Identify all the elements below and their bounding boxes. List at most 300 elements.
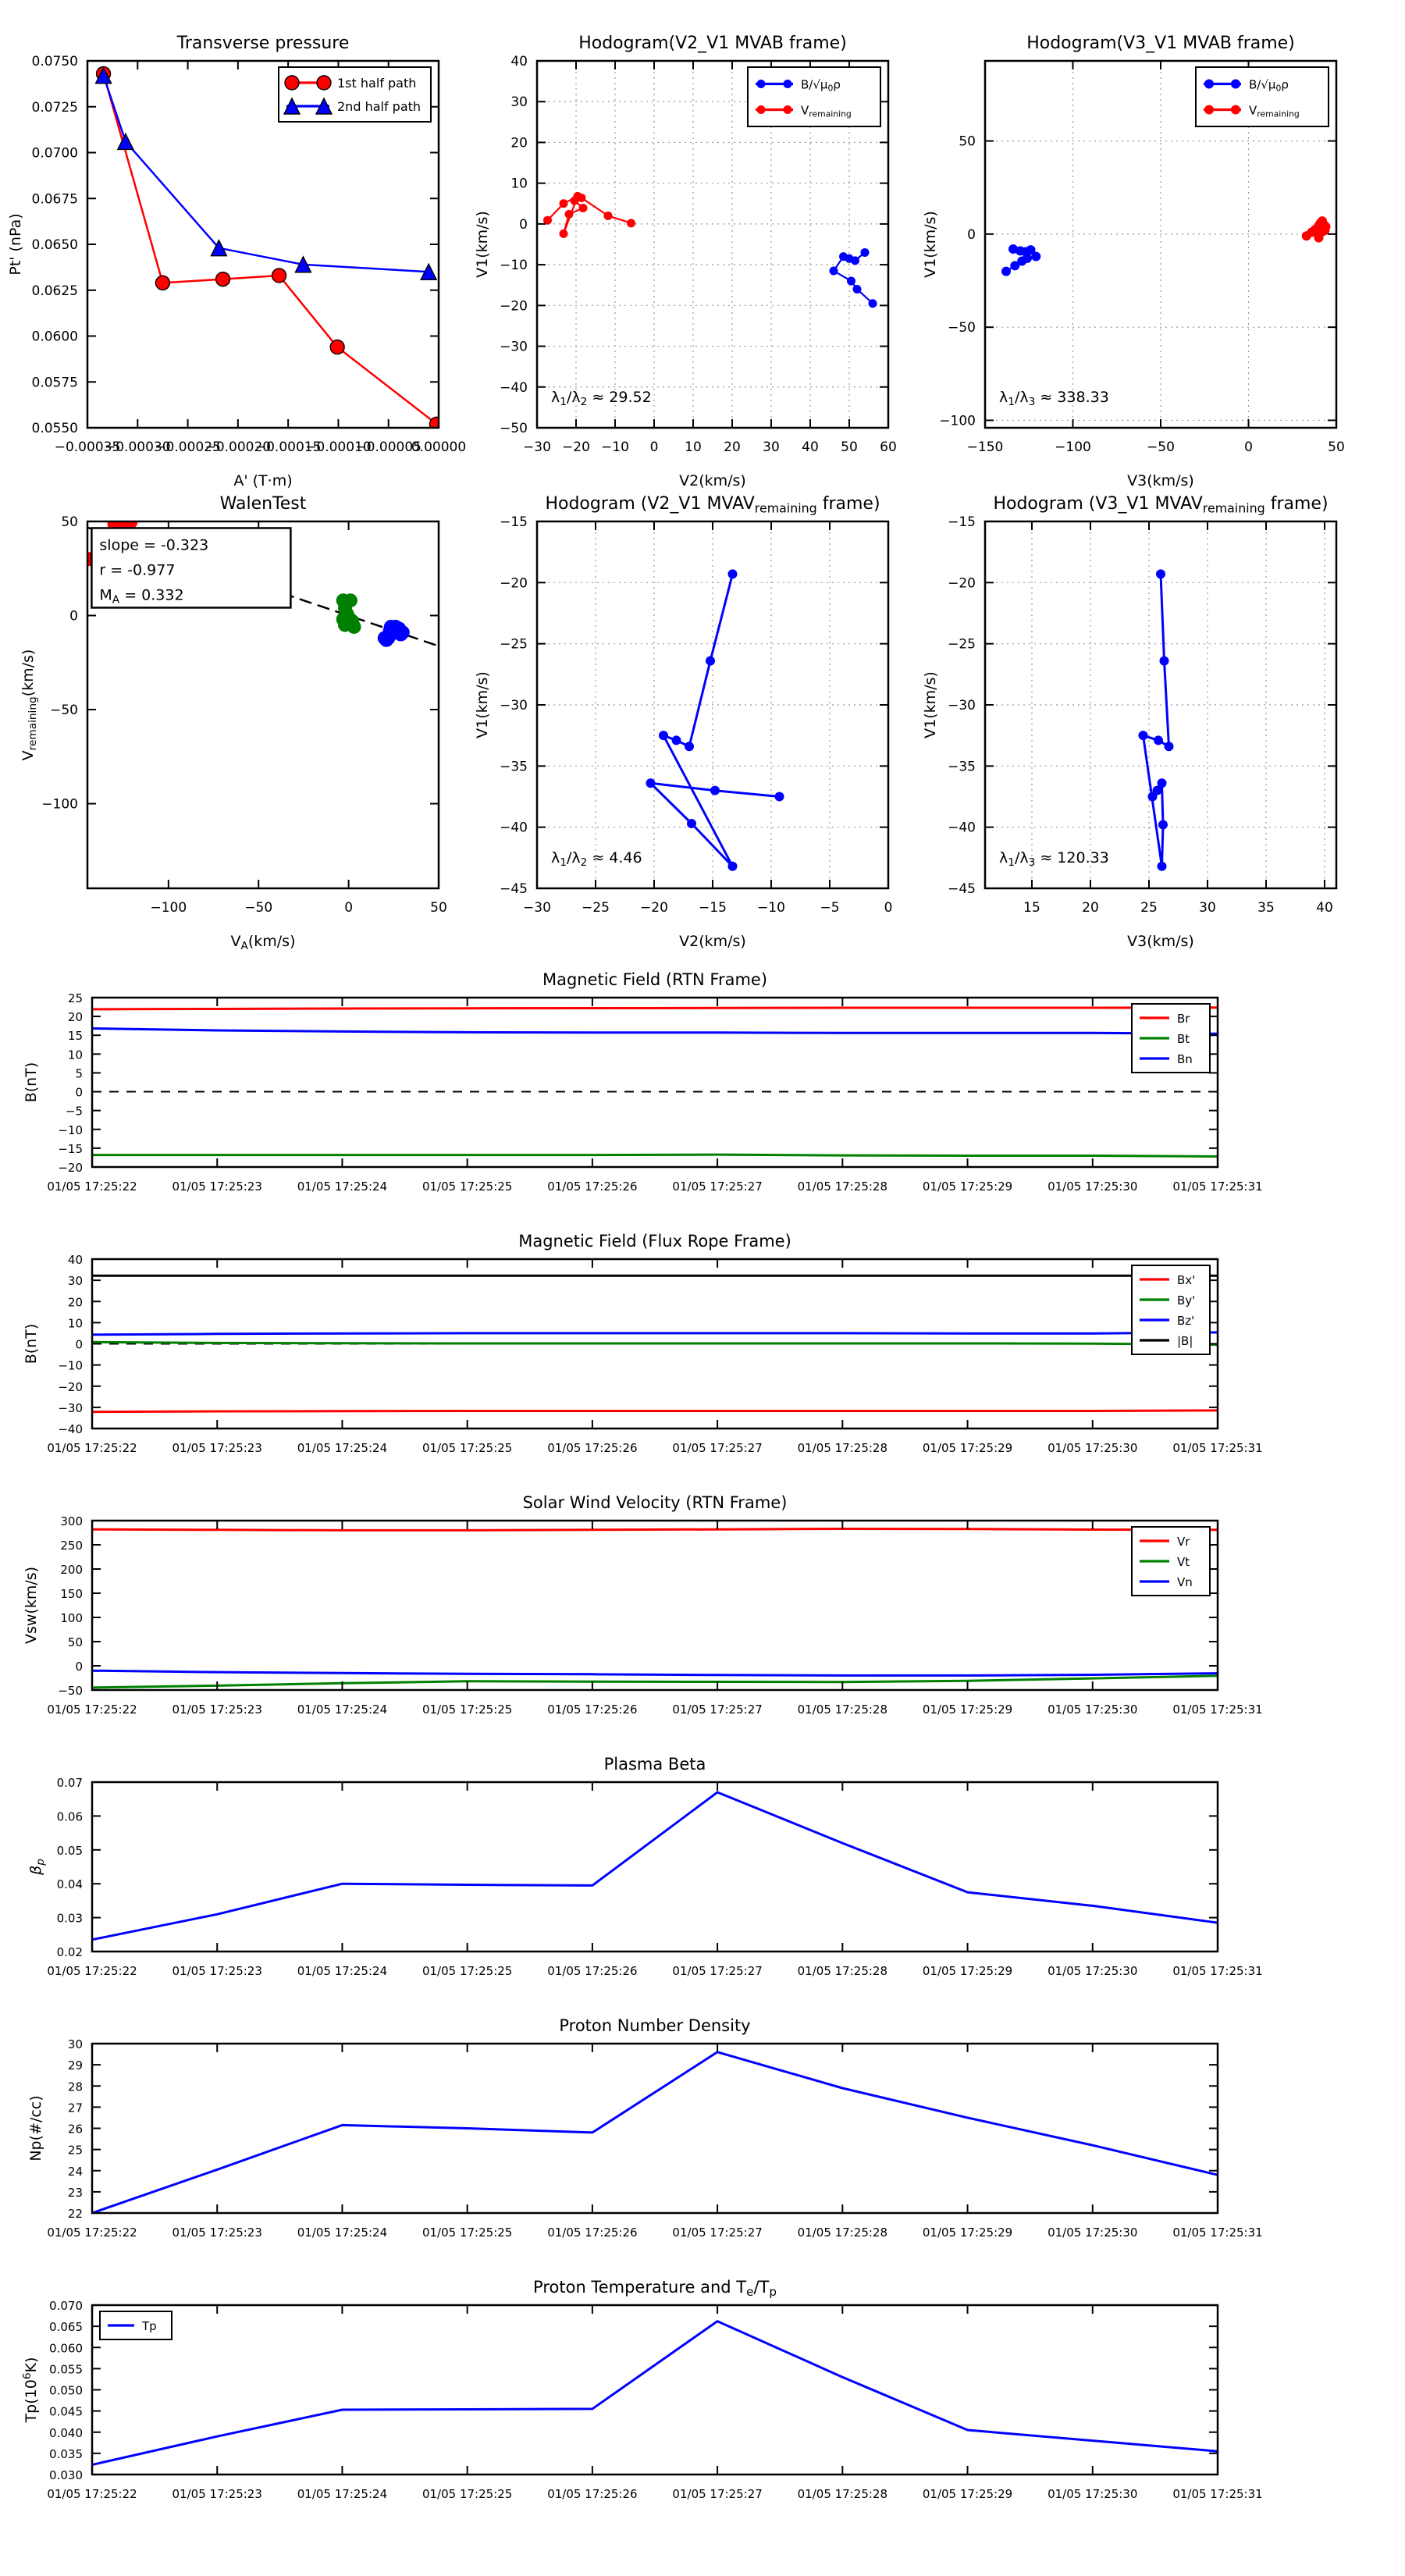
y-tick-label: 24 <box>67 2164 83 2179</box>
y-tick-label: 15 <box>67 1029 83 1044</box>
x-tick-label: −0.00015 <box>254 439 322 455</box>
y-tick-label: 10 <box>67 1316 83 1331</box>
x-tick-label: 01/05 17:25:28 <box>797 1441 888 1455</box>
x-tick-label: 0 <box>344 900 354 916</box>
y-tick-label: 0.03 <box>56 1911 83 1926</box>
series-group <box>1001 216 1331 276</box>
legend-label: 1st half path <box>337 76 417 91</box>
y-axis-label: Pt' (nPa) <box>7 213 24 276</box>
y-tick-label: −50 <box>948 320 976 336</box>
data-point-marker <box>1148 792 1158 802</box>
x-tick-label: −20 <box>562 439 590 455</box>
x-tick-label: −0.00025 <box>155 439 221 455</box>
data-point-marker <box>784 80 792 88</box>
x-tick-label: −100 <box>1055 439 1091 455</box>
x-tick-label: 01/05 17:25:22 <box>47 1179 137 1194</box>
y-tick-label: −30 <box>500 339 528 355</box>
legend-label: Vt <box>1177 1555 1190 1569</box>
x-tick-label: 10 <box>685 439 702 455</box>
x-tick-label: −50 <box>1147 439 1175 455</box>
legend-label: $V_{remaining}$ <box>801 103 852 119</box>
x-tick-label: −10 <box>757 900 785 916</box>
x-tick-label: 20 <box>1082 900 1099 916</box>
x-tick-label: 01/05 17:25:30 <box>1048 1179 1138 1194</box>
x-tick-label: 01/05 17:25:22 <box>47 2487 137 2501</box>
x-tick-label: 40 <box>802 439 819 455</box>
y-tick-label: −40 <box>948 820 976 836</box>
series-Bx' <box>92 1411 1218 1412</box>
data-point-marker <box>1154 735 1163 745</box>
x-tick-label: 01/05 17:25:24 <box>297 1964 388 1978</box>
data-point-marker <box>1318 219 1327 229</box>
legend-label: By' <box>1177 1293 1196 1308</box>
series-group <box>92 1276 1218 1411</box>
data-point-marker <box>1231 80 1240 89</box>
data-point-marker <box>330 340 344 354</box>
chart-title: Solar Wind Velocity (RTN Frame) <box>522 1493 788 1512</box>
series-group <box>1139 569 1174 870</box>
series-beta-p <box>92 1792 1218 1940</box>
legend-label: Bt <box>1177 1032 1190 1046</box>
chart-title: Transverse pressure <box>176 34 350 53</box>
data-point-marker <box>757 105 766 114</box>
chart-title: WalenTest <box>219 494 307 514</box>
data-point-marker <box>861 248 870 257</box>
x-tick-label: 01/05 17:25:28 <box>797 2487 888 2501</box>
series-V-path <box>651 574 780 866</box>
x-tick-label: 25 <box>1140 900 1158 916</box>
y-tick-label: 50 <box>61 514 78 530</box>
x-tick-label: −10 <box>601 439 629 455</box>
y-tick-label: −50 <box>58 1684 83 1698</box>
x-tick-label: 01/05 17:25:29 <box>922 1703 1013 1717</box>
data-point-marker <box>1158 862 1167 871</box>
x-tick-label: −30 <box>523 439 551 455</box>
x-tick-label: 01/05 17:25:25 <box>422 1964 513 1978</box>
y-tick-label: 100 <box>60 1611 83 1625</box>
y-tick-label: 0 <box>69 608 78 624</box>
x-tick-label: 01/05 17:25:29 <box>922 1441 1013 1455</box>
x-axis-label: $V_A(km/s)$ <box>230 933 296 952</box>
chart-magnetic-field-flux-rope <box>23 1232 1263 1455</box>
y-tick-label: 0.0550 <box>31 421 78 436</box>
data-point-marker <box>1165 742 1174 751</box>
y-tick-label: −10 <box>58 1358 83 1373</box>
x-tick-label: 01/05 17:25:25 <box>422 1703 513 1717</box>
series-group <box>92 1008 1218 1157</box>
x-tick-label: 01/05 17:25:30 <box>1048 2487 1138 2501</box>
x-tick-label: 20 <box>724 439 741 455</box>
x-axis-label: V3(km/s) <box>1127 472 1194 489</box>
series-Tp <box>92 2322 1218 2465</box>
y-tick-label: 20 <box>510 135 528 151</box>
x-tick-label: 01/05 17:25:27 <box>672 1441 763 1455</box>
y-tick-label: −40 <box>500 820 528 836</box>
y-tick-label: −20 <box>500 298 528 315</box>
data-point-marker <box>687 819 696 828</box>
series-group <box>92 2322 1218 2465</box>
y-tick-label: 25 <box>67 991 83 1005</box>
legend-label: Bx' <box>1177 1273 1196 1287</box>
y-tick-label: 0.035 <box>49 2446 83 2461</box>
data-point-marker <box>272 269 286 283</box>
series-1st half path <box>104 73 437 424</box>
x-tick-label: 01/05 17:25:26 <box>547 1703 638 1717</box>
chart-hodogram-v2v1-mvab <box>474 34 897 489</box>
x-tick-label: 01/05 17:25:31 <box>1172 1703 1263 1717</box>
y-tick-label: 0.0625 <box>31 283 78 299</box>
data-point-marker <box>343 614 357 628</box>
data-point-marker <box>847 277 855 286</box>
y-tick-label: −25 <box>948 636 976 653</box>
chart-title: Proton Number Density <box>559 2016 751 2035</box>
y-tick-label: −5 <box>65 1104 83 1119</box>
y-tick-label: 250 <box>60 1539 83 1553</box>
x-tick-label: 01/05 17:25:26 <box>547 1179 638 1194</box>
x-tick-label: 01/05 17:25:28 <box>797 1964 888 1978</box>
chart-proton-temperature <box>21 2278 1263 2501</box>
x-tick-label: 0.00000 <box>411 439 467 455</box>
data-point-marker <box>396 625 410 639</box>
data-point-marker <box>1139 731 1148 740</box>
data-point-marker <box>216 272 230 286</box>
chart-title: Hodogram (V3_V1 $MVAV_{remaining}$ frame) <box>993 494 1329 516</box>
x-axis-label: V2(km/s) <box>679 472 746 489</box>
y-axis-label: B(nT) <box>23 1062 40 1103</box>
y-tick-label: −40 <box>58 1422 83 1436</box>
data-point-marker <box>830 266 838 275</box>
legend-label: Bz' <box>1177 1314 1195 1328</box>
x-tick-label: 15 <box>1023 900 1040 916</box>
data-point-marker <box>1156 569 1165 578</box>
x-tick-label: 35 <box>1257 900 1275 916</box>
x-tick-label: 01/05 17:25:22 <box>47 2226 137 2240</box>
y-tick-label: 25 <box>67 2143 83 2158</box>
chart-transverse-pressure <box>7 34 466 489</box>
y-tick-label: 0 <box>75 1085 83 1100</box>
y-axis-label: $\beta_p$ <box>27 1859 47 1875</box>
chart-title: Hodogram (V2_V1 $MVAV_{remaining}$ frame) <box>545 494 880 516</box>
annotation: $\lambda_1/\lambda_2 \approx 4.46$ <box>551 849 642 869</box>
x-tick-label: 01/05 17:25:31 <box>1172 1441 1263 1455</box>
y-tick-label: −30 <box>58 1400 83 1415</box>
x-tick-label: 01/05 17:25:26 <box>547 2487 638 2501</box>
legend-label: Tp <box>142 2319 157 2333</box>
y-tick-label: −40 <box>500 379 528 396</box>
x-tick-label: 30 <box>763 439 780 455</box>
y-tick-label: −45 <box>500 881 528 897</box>
x-tick-label: −0.00005 <box>355 439 422 455</box>
y-tick-label: 0.0675 <box>31 191 78 208</box>
x-tick-label: 01/05 17:25:30 <box>1048 1964 1138 1978</box>
x-tick-label: 60 <box>880 439 897 455</box>
chart-title: Magnetic Field (RTN Frame) <box>542 970 768 989</box>
series-group <box>646 569 784 870</box>
y-tick-label: 0.045 <box>49 2404 83 2419</box>
y-tick-label: 30 <box>67 2037 83 2051</box>
x-tick-label: 01/05 17:25:23 <box>172 2487 262 2501</box>
x-axis-label: V3(km/s) <box>1127 933 1194 950</box>
y-axis-label: V1(km/s) <box>922 671 939 738</box>
y-tick-label: 0.07 <box>56 1776 83 1790</box>
y-tick-label: 0.0575 <box>31 375 78 391</box>
data-point-marker <box>560 229 568 238</box>
data-point-marker <box>659 731 668 740</box>
x-tick-label: −0.00030 <box>105 439 171 455</box>
series-group <box>92 2052 1218 2213</box>
series-group <box>92 1529 1218 1688</box>
legend-label: $B/√\mu_0\rho$ <box>801 77 841 94</box>
x-tick-label: 01/05 17:25:31 <box>1172 2487 1263 2501</box>
y-tick-label: 23 <box>67 2185 83 2200</box>
x-tick-label: 01/05 17:25:28 <box>797 2226 888 2240</box>
x-tick-label: 01/05 17:25:27 <box>672 2226 763 2240</box>
data-point-marker <box>118 133 133 149</box>
data-point-marker <box>784 105 792 114</box>
data-point-marker <box>155 276 169 290</box>
y-tick-label: −100 <box>41 796 78 813</box>
y-tick-label: 0.0725 <box>31 99 78 116</box>
y-tick-label: 0 <box>75 1660 83 1674</box>
series-Vt <box>92 1676 1218 1688</box>
y-tick-label: 30 <box>67 1274 83 1289</box>
x-tick-label: 01/05 17:25:31 <box>1172 2226 1263 2240</box>
y-tick-label: −10 <box>500 258 528 274</box>
x-tick-label: 01/05 17:25:22 <box>47 1964 137 1978</box>
y-tick-label: 0.06 <box>56 1809 83 1824</box>
y-tick-label: 0.04 <box>56 1877 83 1892</box>
y-tick-label: −20 <box>500 575 528 592</box>
axes-frame <box>92 2044 1218 2213</box>
chart-magnetic-field-rtn <box>23 970 1263 1194</box>
data-point-marker <box>1158 820 1168 830</box>
x-tick-label: 01/05 17:25:25 <box>422 1441 513 1455</box>
y-tick-label: 0.030 <box>49 2468 83 2482</box>
x-axis-label: V2(km/s) <box>679 933 746 950</box>
y-tick-label: 0.055 <box>49 2362 83 2377</box>
x-tick-label: 0 <box>649 439 659 455</box>
legend-label: Vr <box>1177 1535 1190 1549</box>
series-Bz' <box>92 1332 1218 1335</box>
x-tick-label: −20 <box>640 900 668 916</box>
chart-hodogram-v3v1-mvav <box>922 494 1336 950</box>
chart-title: Magnetic Field (Flux Rope Frame) <box>518 1232 791 1251</box>
annotation: $\lambda_1/\lambda_3 \approx 338.33$ <box>999 389 1109 408</box>
data-point-marker <box>685 742 694 751</box>
annotation-line: $M_A = 0.332$ <box>99 586 184 607</box>
x-tick-label: −150 <box>966 439 1004 455</box>
y-tick-label: 0.02 <box>56 1945 83 1959</box>
x-tick-label: 01/05 17:25:29 <box>922 2226 1013 2240</box>
series-Vr <box>92 1529 1218 1531</box>
y-tick-label: 28 <box>67 2080 83 2094</box>
y-tick-label: −45 <box>948 881 976 897</box>
data-point-marker <box>646 778 656 788</box>
data-point-marker <box>1204 105 1214 115</box>
y-tick-label: −20 <box>58 1379 83 1394</box>
axes-frame <box>92 1521 1218 1690</box>
x-tick-label: 01/05 17:25:26 <box>547 1441 638 1455</box>
annotation-line: r = -0.977 <box>99 561 176 579</box>
legend-label: 2nd half path <box>337 99 422 114</box>
y-tick-label: 29 <box>67 2058 83 2073</box>
legend-label: |B| <box>1177 1334 1193 1348</box>
y-tick-label: −20 <box>58 1161 83 1175</box>
x-tick-label: 30 <box>1199 900 1216 916</box>
y-tick-label: −100 <box>939 413 976 429</box>
x-tick-label: 01/05 17:25:27 <box>672 1964 763 1978</box>
y-tick-label: −20 <box>948 575 976 592</box>
y-tick-label: 0 <box>75 1337 83 1352</box>
data-point-marker <box>317 76 331 90</box>
data-point-marker <box>285 76 299 90</box>
chart-title: Proton Temperature and $T_e/T_p$ <box>533 2278 777 2300</box>
x-tick-label: 01/05 17:25:25 <box>422 1179 513 1194</box>
x-tick-label: 01/05 17:25:24 <box>297 1703 388 1717</box>
x-tick-label: 01/05 17:25:23 <box>172 2226 262 2240</box>
x-tick-label: 01/05 17:25:24 <box>297 2226 388 2240</box>
x-tick-label: 01/05 17:25:28 <box>797 1703 888 1717</box>
x-tick-label: 01/05 17:25:27 <box>672 1179 763 1194</box>
y-tick-label: 27 <box>67 2101 83 2115</box>
data-point-marker <box>578 194 586 202</box>
series-Bn <box>92 1029 1218 1034</box>
x-tick-label: −30 <box>523 900 551 916</box>
chart-hodogram-v3v1-mvab <box>922 34 1345 489</box>
y-tick-label: 0.0700 <box>31 145 78 162</box>
y-tick-label: −50 <box>500 421 528 436</box>
x-tick-label: 01/05 17:25:27 <box>672 2487 763 2501</box>
y-tick-label: 0.065 <box>49 2320 83 2335</box>
x-tick-label: −0.00010 <box>305 439 372 455</box>
y-axis-label: $Tp(10^6K)$ <box>20 2357 40 2423</box>
x-tick-label: 01/05 17:25:30 <box>1048 1703 1138 1717</box>
x-tick-label: 01/05 17:25:22 <box>47 1441 137 1455</box>
y-tick-label: 0.0650 <box>31 237 78 253</box>
y-tick-label: 200 <box>60 1563 83 1577</box>
data-point-marker <box>560 199 568 208</box>
series-By' <box>92 1342 1218 1344</box>
x-tick-label: 01/05 17:25:31 <box>1172 1179 1263 1194</box>
series-group <box>92 1792 1218 1940</box>
y-tick-label: 22 <box>67 2207 83 2221</box>
y-tick-label: −35 <box>500 759 528 775</box>
y-tick-label: −25 <box>500 636 528 653</box>
y-tick-label: −30 <box>500 698 528 713</box>
y-tick-label: 30 <box>510 94 528 111</box>
chart-walen-test <box>20 494 447 952</box>
data-point-marker <box>757 80 766 88</box>
x-tick-label: 01/05 17:25:23 <box>172 1179 262 1194</box>
x-tick-label: 01/05 17:25:29 <box>922 1964 1013 1978</box>
data-point-marker <box>429 417 443 431</box>
legend-label: $B/√\mu_0\rho$ <box>1249 77 1289 94</box>
chart-plasma-beta <box>27 1755 1263 1978</box>
y-tick-label: −30 <box>948 698 976 713</box>
data-point-marker <box>1314 233 1324 243</box>
data-point-marker <box>672 735 681 745</box>
y-tick-label: 40 <box>510 54 528 69</box>
x-tick-label: 01/05 17:25:23 <box>172 1964 262 1978</box>
y-tick-label: 0.0600 <box>31 329 78 345</box>
axes-frame <box>92 2305 1218 2475</box>
x-tick-label: 01/05 17:25:29 <box>922 2487 1013 2501</box>
y-axis-label: V1(km/s) <box>474 211 491 278</box>
x-tick-label: 0 <box>884 900 893 916</box>
y-tick-label: 0.040 <box>49 2425 83 2440</box>
series-group <box>543 192 877 308</box>
x-tick-label: 40 <box>1316 900 1333 916</box>
chart-title: Hodogram(V3_V1 MVAB frame) <box>1026 34 1295 53</box>
x-tick-label: 0 <box>1244 439 1253 455</box>
annotation-line: slope = -0.323 <box>99 536 209 554</box>
legend-label: Vn <box>1177 1575 1193 1589</box>
y-tick-label: 150 <box>60 1587 83 1601</box>
y-tick-label: 40 <box>67 1253 83 1267</box>
data-point-marker <box>579 204 588 212</box>
y-axis-label: B(nT) <box>23 1323 40 1364</box>
data-point-marker <box>1160 656 1169 666</box>
legend-label: Br <box>1177 1012 1190 1026</box>
data-point-marker <box>706 656 715 666</box>
x-tick-label: 01/05 17:25:24 <box>297 1441 388 1455</box>
series-Vn <box>92 1670 1218 1675</box>
series-Bt <box>92 1155 1218 1156</box>
x-tick-label: 01/05 17:25:26 <box>547 1964 638 1978</box>
y-tick-label: 10 <box>510 176 528 192</box>
x-tick-label: 01/05 17:25:25 <box>422 2226 513 2240</box>
annotation: $\lambda_1/\lambda_3 \approx 120.33$ <box>999 849 1109 869</box>
data-point-marker <box>604 212 613 220</box>
y-tick-label: 50 <box>959 133 976 150</box>
chart-solar-wind-velocity <box>23 1493 1263 1717</box>
x-tick-label: 01/05 17:25:28 <box>797 1179 888 1194</box>
x-axis-label: A' (T·m) <box>233 472 293 489</box>
data-point-marker <box>839 252 848 261</box>
y-tick-label: 5 <box>75 1066 83 1081</box>
x-tick-label: 01/05 17:25:24 <box>297 2487 388 2501</box>
y-tick-label: 26 <box>67 2122 83 2137</box>
chart-proton-number-density <box>27 2016 1263 2240</box>
data-point-marker <box>1231 105 1240 115</box>
y-tick-label: −50 <box>50 703 78 719</box>
x-tick-label: 01/05 17:25:27 <box>672 1703 763 1717</box>
chart-hodogram-v2v1-mvav <box>474 494 892 950</box>
y-tick-label: 50 <box>67 1635 83 1649</box>
y-axis-label: Vsw(km/s) <box>23 1566 40 1645</box>
y-tick-label: 0.060 <box>49 2341 83 2356</box>
data-point-marker <box>710 786 720 795</box>
x-tick-label: 50 <box>430 900 447 916</box>
y-axis-label: V1(km/s) <box>474 671 491 738</box>
data-point-marker <box>565 210 574 219</box>
y-axis-label: Np(#/cc) <box>27 2095 44 2161</box>
data-point-marker <box>853 285 862 294</box>
y-tick-label: −10 <box>58 1123 83 1137</box>
x-tick-label: 01/05 17:25:30 <box>1048 2226 1138 2240</box>
y-tick-label: −35 <box>948 759 976 775</box>
legend-label: $V_{remaining}$ <box>1249 103 1300 119</box>
x-tick-label: −100 <box>150 900 187 916</box>
y-tick-label: 0 <box>519 216 528 233</box>
x-tick-label: −5 <box>820 900 840 916</box>
x-tick-label: −15 <box>699 900 727 916</box>
chart-title: Plasma Beta <box>603 1755 706 1774</box>
x-tick-label: −25 <box>582 900 610 916</box>
x-tick-label: 01/05 17:25:24 <box>297 1179 388 1194</box>
y-tick-label: −15 <box>58 1141 83 1156</box>
axes-frame <box>92 1782 1218 1952</box>
